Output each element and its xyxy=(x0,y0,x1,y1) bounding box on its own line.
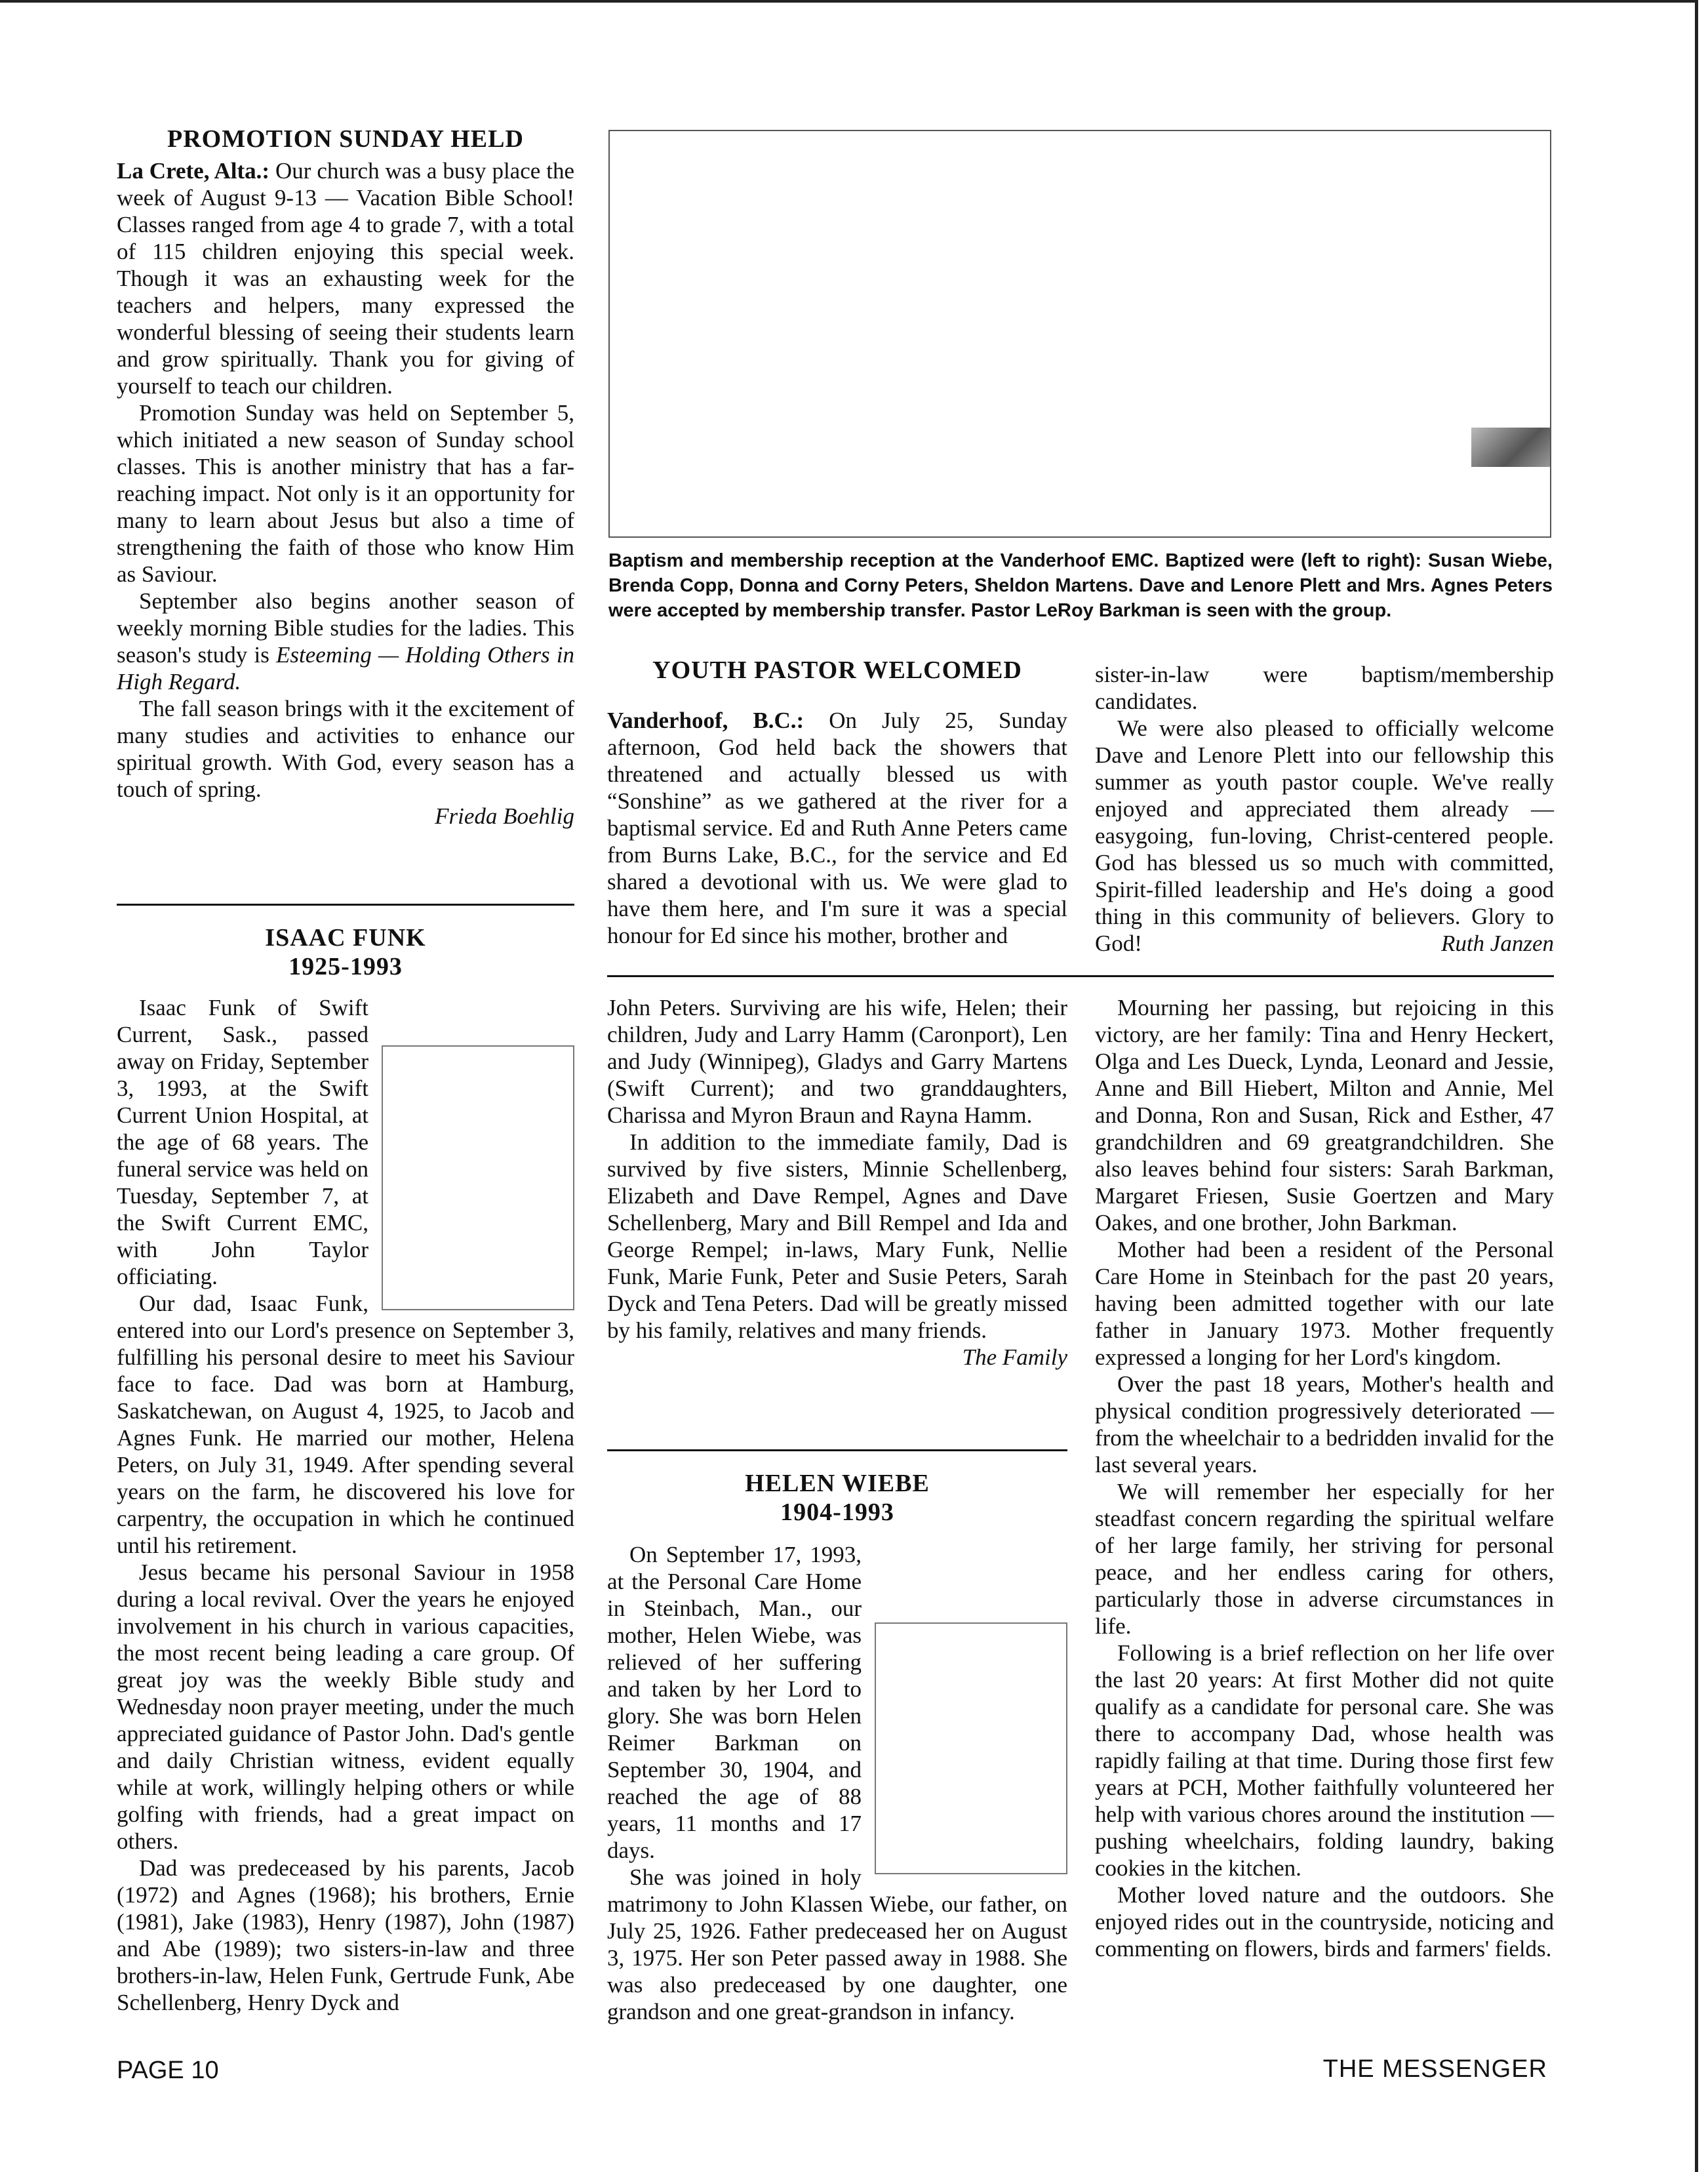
funk-p5: In addition to the immediate family, Dad is survived by five sisters, Minnie Schellenberg, Elizabeth and Dave Rempel, Agnes and Dave Schellenberg, Mary and Bill Rempel and Ida and George Rempel; in-laws, Mary Funk, Nellie Funk, Marie Funk, Peter and Susie Peters, Sarah Dyck and Tena Peters. Dad will be greatly missed by his family, relatives and many friends. xyxy=(607,1129,1067,1343)
youth-article-col1 xyxy=(607,656,1067,949)
publication-name: THE MESSENGER xyxy=(1322,2055,1547,2083)
promotion-p3 xyxy=(117,588,574,695)
funk-years: 1925-1993 xyxy=(288,953,403,980)
funk-article-col1 xyxy=(117,994,574,2016)
funk-p3: Jesus became his personal Saviour in 1958 during a local revival. Over the years he enjoyed involvement in his church in various capacities, the most recent being leading a care group. Of great joy was the weekly Bible study and Wednesday noon prayer meeting, under the much appreciated guidance of Pastor John. Dad's gentle and daily Christian witness, evident equally while at work, willingly helping others or while golfing with friends, had a great impact on others. xyxy=(117,1559,574,1854)
youth-dateline: Vanderhoof, B.C.: xyxy=(607,708,804,733)
promotion-p1: Our church was a busy place the week of August 9-13 — Vacation Bible School! Classes ranged from age 4 to grade 7, with a total of 115 children enjoying this special week. Though it was an exhausting week for the teachers and helpers, many expressed the wonderful blessing of seeing their students learn and grow spiritually. Thank you for giving of yourself to teach our children. xyxy=(117,158,574,399)
wiebe-p3: Mourning her passing, but rejoicing in this victory, are her family: Tina and Henry Heckert, Olga and Les Dueck, Lynda, Leonard and Jessie, Anne and Bill Hiebert, Milton and Annie, Mel and Donna, Ron and Susan, Rick and Esther, 47 grandchildren and 69 greatgrandchildren. She also leaves behind four sisters: Sarah Barkman, Margaret Friesen, Susie Goertzen and Mary Oakes, and one brother, John Barkman. xyxy=(1095,995,1554,1236)
youth-signature: Ruth Janzen xyxy=(1440,931,1554,956)
wiebe-p8: Mother loved nature and the outdoors. She enjoyed rides out in the countryside, noticing and commenting on flowers, birds and farmers' fields. xyxy=(1095,1882,1554,1961)
promotion-heading: PROMOTION SUNDAY HELD xyxy=(167,125,524,153)
promotion-article xyxy=(117,125,574,830)
wiebe-p5: Over the past 18 years, Mother's health and physical condition progressively deteriorated — from the wheelchair to a bedridden invalid for the last several years. xyxy=(1095,1371,1554,1478)
promotion-p4: The fall season brings with it the excitement of many studies and activities to enhance our spiritual growth. With God, every season has a touch of spring. xyxy=(117,696,574,802)
wiebe-p2: She was joined in holy matrimony to John Klassen Wiebe, our father, on July 25, 1926. Father predeceased her on August 3, 1975. Her son Peter passed away in 1988. She was also predeceased by one daughter, one grandson and one great-grandson in infancy. xyxy=(607,1864,1067,2024)
youth-p1-cont: sister-in-law were baptism/membership candidates. xyxy=(1095,662,1554,714)
funk-divider xyxy=(607,1449,1067,1451)
wiebe-p4: Mother had been a resident of the Personal Care Home in Steinbach for the past 20 years, having been admitted together with our late father in January 1973. Mother frequently expressed a longing for her Lord's kingdom. xyxy=(1095,1237,1554,1370)
youth-p1-text: On July 25, Sunday afternoon, God held back the showers that threatened and actually blessed us with “Sonshine” as we gathered at the river for a baptismal service. Ed and Ruth Anne Peters came from Burns Lake, B.C., for the service and Ed shared a devotional with us. We were glad to have them here, and I'm sure it was a special honour for Ed since his mother, brother and xyxy=(607,708,1068,948)
photo-texture-corner xyxy=(1471,428,1550,467)
promotion-p3-text: September also begins another season of weekly morning Bible studies for the ladies. This season's study is xyxy=(117,588,574,668)
funk-name: ISAAC FUNK xyxy=(265,924,426,952)
funk-p4-cont: John Peters. Surviving are his wife, Helen; their children, Judy and Larry Hamm (Caronport), Len and Judy (Winnipeg), Gladys and Garry Martens (Swift Current); and two granddaughters, Charissa and Myron Braun and Rayna Hamm. xyxy=(607,995,1067,1128)
page-right-border xyxy=(1695,0,1698,2172)
funk-p4: Dad was predeceased by his parents, Jacob (1972) and Agnes (1968); his brothers, Ernie (1981), Jake (1983), Henry (1987), John (1987) and Abe (1989); two sisters-in-law and three brothers-in-law, Helen Funk, Gertrude Funk, Abe Schellenberg, Henry Dyck and xyxy=(117,1855,574,2015)
youth-divider xyxy=(607,975,1554,977)
promotion-divider xyxy=(117,904,574,906)
page-top-border xyxy=(0,0,1698,3)
baptism-photo-placeholder xyxy=(608,130,1551,538)
promotion-dateline: La Crete, Alta.: xyxy=(117,158,270,184)
wiebe-p7: Following is a brief reflection on her life over the last 20 years: At first Mother did not quite qualify as a candidate for personal care. She was there to accompany Dad, whose health was rapidly failing at that time. During those first few years at PCH, Mother faithfully volunteered her help with various chores around the institution — pushing wheelchairs, folding laundry, baking cookies in the kitchen. xyxy=(1095,1640,1554,1881)
funk-signature: The Family xyxy=(962,1344,1067,1370)
wiebe-heading xyxy=(607,1469,1067,1527)
wiebe-p1: On September 17, 1993, at the Personal Care Home in Steinbach, Man., our mother, Helen Wiebe, was relieved of her suffering and taken by her Lord to glory. She was born Helen Reimer Barkman on September 30, 1904, and reached the age of 88 years, 11 months and 17 days. xyxy=(607,1542,862,1863)
promotion-paragraph xyxy=(117,157,574,399)
wiebe-years: 1904-1993 xyxy=(780,1498,894,1526)
wiebe-article-col2 xyxy=(1095,994,1554,1962)
page-number: PAGE 10 xyxy=(117,2057,219,2084)
youth-p1 xyxy=(607,707,1067,949)
funk-heading xyxy=(117,923,574,981)
funk-p2: Our dad, Isaac Funk, entered into our Lord's presence on September 3, fulfilling his personal desire to meet his Saviour face to face. Dad was born at Hamburg, Saskatchewan, on August 4, 1925, to Jacob and Agnes Funk. He married our mother, Helena Peters, on July 31, 1949. After spending several years on the farm, he discovered his love for carpentry, the occupation in which he continued until his retirement. xyxy=(117,1291,574,1558)
funk-p1: Isaac Funk of Swift Current, Sask., passed away on Friday, September 3, 1993, at the Swift Current Union Hospital, at the age of 68 years. The funeral service was held on Tuesday, September 7, at the Swift Current EMC, with John Taylor officiating. xyxy=(117,995,368,1289)
youth-p2: We were also pleased to officially welcome Dave and Lenore Plett into our fellowship this summer as youth pastor couple. We've really enjoyed and appreciated them already — easygoing, fun-loving, Christ-centered people. God has blessed us so much with committed, Spirit-filled leadership and He's doing a good thing in this community of believers. Glory to God! xyxy=(1095,715,1554,956)
promotion-p2: Promotion Sunday was held on September 5, which initiated a new season of Sunday school classes. This is another ministry that has a far-reaching impact. Not only is it an opportunity for many to learn about Jesus but also a time of strengthening the faith of those who know Him as Saviour. xyxy=(117,400,574,587)
youth-heading: YOUTH PASTOR WELCOMED xyxy=(652,656,1022,684)
promotion-signature: Frieda Boehlig xyxy=(435,803,574,829)
wiebe-name: HELEN WIEBE xyxy=(745,1470,930,1497)
wiebe-p6: We will remember her especially for her steadfast concern regarding the spiritual welfare of her large family, her striving for personal peace, and her endless caring for others, particularly those in adverse circumstances in life. xyxy=(1095,1479,1554,1639)
photo-caption: Baptism and membership reception at the Vanderhoof EMC. Baptized were (left to right): Susan Wiebe, Brenda Copp, Donna and Corny Peters, Sheldon Martens. Dave and Lenore Plett and Mrs. Agnes Peters were accepted by membership transfer. Pastor LeRoy Barkman is seen with the group. xyxy=(608,550,1553,621)
wiebe-article-col1 xyxy=(607,1541,1067,2025)
promotion-p3-title: Esteeming — Holding Others in High Regard. xyxy=(117,642,574,694)
funk-article-col2 xyxy=(607,994,1067,1371)
youth-article-col2 xyxy=(1095,661,1554,957)
wiebe-photo-placeholder xyxy=(875,1622,1067,1874)
funk-photo-placeholder xyxy=(382,1045,574,1310)
